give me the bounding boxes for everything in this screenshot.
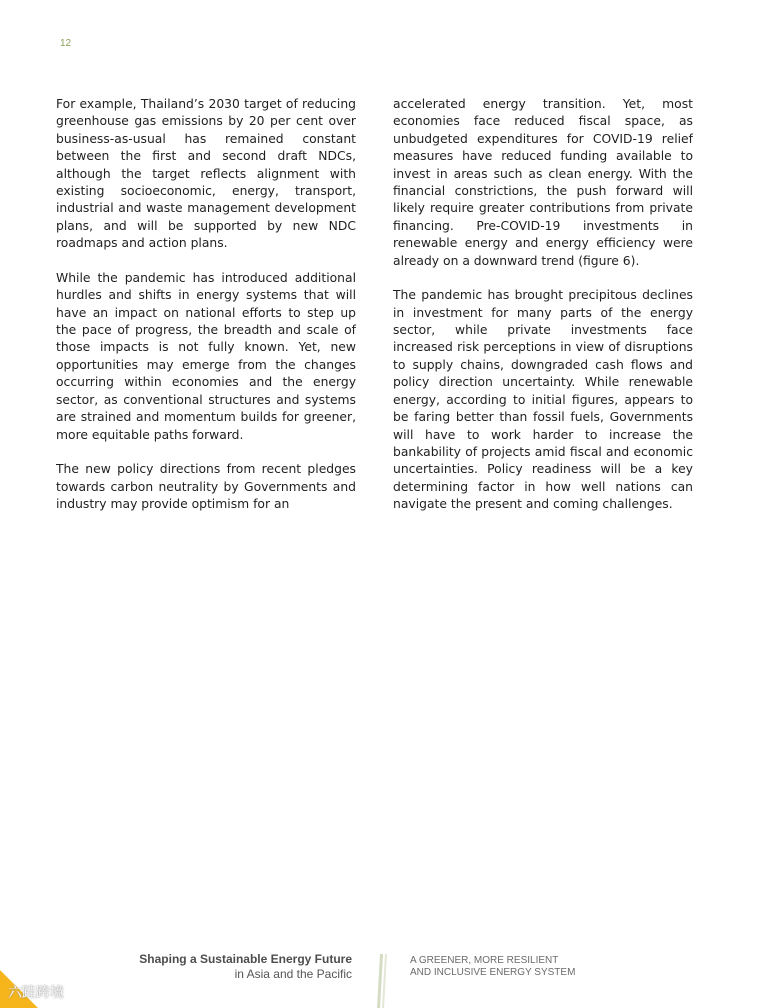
watermark — [0, 968, 110, 1008]
paragraph: accelerated energy transition. Yet, most economies face reduced fiscal space, as unbudgeted expenditures for COVID-19 relief measures have reduced funding available to invest in areas such as clean energy. With the financial constrictions, the push forward will likely require greater contributions from private financing. Pre-COVID-19 investments in renewable energy and energy efficiency were already on a downward trend (figure 6). — [393, 97, 693, 268]
footer-section-line: A GREENER, MORE RESILIENT — [410, 955, 559, 966]
page-number: 12 — [60, 38, 72, 49]
paragraph: The pandemic has brought precipitous declines in investment for many parts of the energy sector, while private investments face increased risk perceptions in view of disruptions to supply chains, downgraded cash flows and policy direction uncertainty. While renewable energy, according to initial figures, appears to be faring better than fossil fuels, Governments will have to work harder to increase the bankability of projects amid fiscal and economic uncertainties. Policy readiness will be a key determining factor in how well nations can navigate the present and coming challenges. — [393, 288, 693, 512]
right-column — [393, 96, 693, 531]
paragraph: For example, Thailand’s 2030 target of reducing greenhouse gas emissions by 20 per cent over business-as-usual has remained constant between the first and second draft NDCs, although the target reflects alignment with existing socioeconomic, energy, transport, industrial and waste management development plans, and will be supported by new NDC roadmaps and action plans. — [56, 97, 356, 251]
footer-publication-title — [139, 952, 352, 982]
footer-subtitle: in Asia and the Pacific — [234, 967, 352, 981]
paragraph: The new policy directions from recent pledges towards carbon neutrality by Governments and industry may provide optimism for an — [56, 462, 356, 511]
divider-stripe — [377, 954, 383, 1008]
paragraph: While the pandemic has introduced additional hurdles and shifts in energy systems that will have an impact on national efforts to step up the pace of progress, the breadth and scale of those impacts is not fully known. Yet, new opportunities may emerge from the changes occurring within economies and the energy sector, as conventional structures and systems are strained and momentum builds for greener, more equitable paths forward. — [56, 270, 356, 442]
footer-section-line: AND INCLUSIVE ENERGY SYSTEM — [410, 967, 576, 978]
watermark-text: 六跬跨境 — [8, 985, 64, 1001]
divider-stripe — [382, 954, 387, 1008]
footer-title: Shaping a Sustainable Energy Future — [139, 952, 352, 966]
left-column — [56, 96, 356, 531]
footer-section-title — [410, 955, 575, 979]
footer-divider — [374, 954, 394, 1008]
